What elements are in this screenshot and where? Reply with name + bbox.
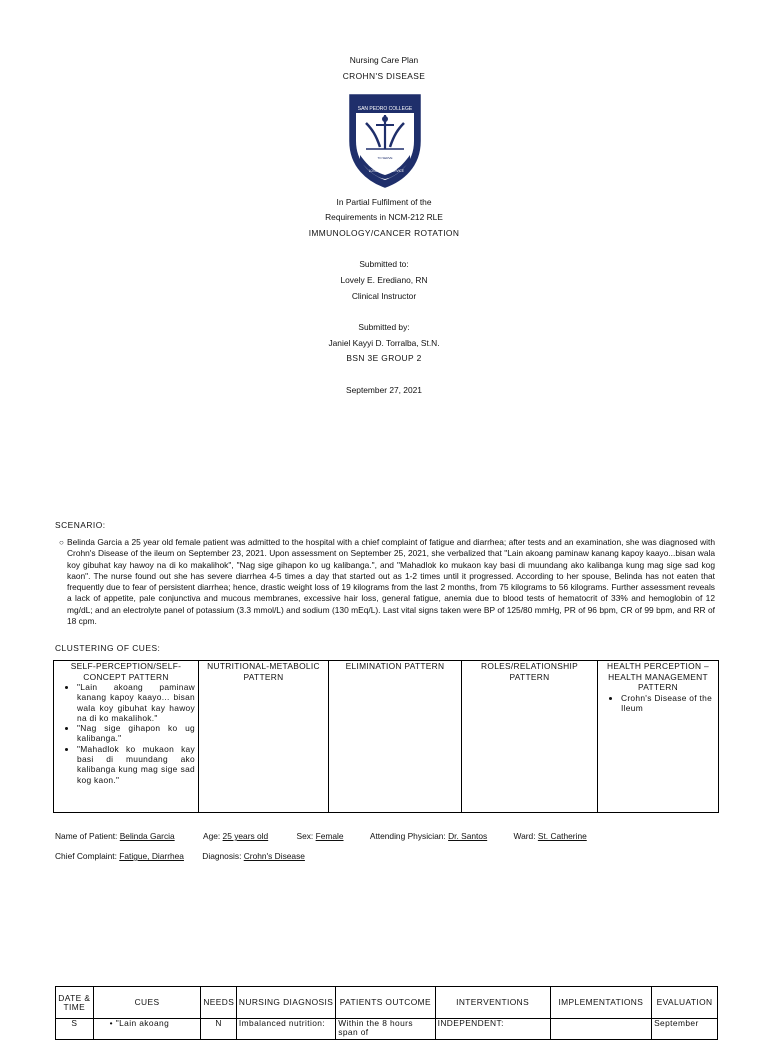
header-date-time: DATE & TIME [56, 987, 94, 1019]
scenario-text: Belinda Garcia a 25 year old female patient was admitted to the hospital with a chief complaint of fatigue and diarrhea; after tests and an examination, she was diagnosed with Crohn's Disease of the ileum on September 23, 2021. Upon assessment on September 25, 2021, she verbalized that "Lain akoang paminaw kanang kapoy kaayo...bisan wala koy gibuhat kay hawoy na di ko makalihok", "Nag sige gihapon ko ug kalibanga.", and "Mahadlok ko mukaon kay basi di muundang ako kalibanga kung mag sige sad kog kaon". The nurse found out she has severe diarrhea 4-5 times a day that started out as 1-2 times until it progressed. According to her spouse, Belinda has not eaten that frequently due to fear of persistent diarrhea; hence, drastic weight loss of 19 kilograms from the last 2 months, from 75 kilograms to 56 kilograms. Further assessment reveals a lack of appetite, pale conjunctiva and mucous membranes, excessive hair loss, general fatigue, anemia due to blood tests of hematocrit of 33% and hemoglobin of 12 mg/dL; and an electrolyte panel of potassium (3.3 mmol/L) and sodium (130 mEq/L). Last vital signs taken were BP of 125/80 mmHg, PR of 96 bpm, CR of 99 bpm, and RR of 18 cpm. [67, 537, 715, 627]
crest-ribbon-left: LOVE [368, 169, 378, 173]
fulfilment-line-2: Requirements in NCM-212 RLE [325, 212, 443, 222]
patient-age-label: Age: [202, 831, 221, 841]
cluster-column-title: HEALTH PERCEPTION – HEALTH MANAGEMENT PATTERN [607, 661, 709, 692]
patient-age: 25 years old [222, 831, 269, 841]
patient-sex: Female [315, 831, 344, 841]
cluster-column-self-perception [54, 661, 199, 813]
header-nursing-diagnosis: NURSING DIAGNOSIS [236, 987, 335, 1019]
plan-type: Nursing Care Plan [349, 55, 419, 65]
row-implementations [550, 1019, 651, 1040]
scenario-label: SCENARIO: [55, 520, 106, 530]
row-cues [93, 1019, 201, 1040]
cluster-column-title: ROLES/RELATIONSHIP PATTERN [481, 661, 578, 682]
cluster-column-elimination [329, 661, 462, 813]
student-group: BSN 3E GROUP 2 [346, 353, 422, 363]
header-cues: CUES [93, 987, 201, 1019]
cluster-column-nutritional [199, 661, 329, 813]
instructor-name: Lovely E. Erediano, RN [340, 275, 428, 285]
diagnosis-label: Diagnosis: [202, 851, 242, 861]
cue-item: • "Mahadlok ko mukaon kay basi di muundang ako kalibanga kung mag sige sad kog kaon." [77, 744, 195, 785]
clustering-table [53, 660, 719, 813]
instructor-title: Clinical Instructor [351, 291, 417, 301]
hollow-bullet-icon: ○ [59, 538, 64, 547]
cue-item: • "Nag sige gihapon ko ug kalibanga." [77, 723, 195, 744]
ward-label: Ward: [513, 831, 536, 841]
ward-name: St. Catherine [537, 831, 587, 841]
clustering-label: CLUSTERING OF CUES: [55, 643, 161, 653]
cue-item: • Crohn's Disease of the Ileum [621, 693, 715, 714]
submission-date: September 27, 2021 [346, 385, 422, 395]
physician-name: Dr. Santos [448, 831, 488, 841]
college-crest-logo [346, 89, 424, 189]
crest-ribbon-right: SERVICE [390, 169, 404, 173]
diagnosis: Crohn's Disease [243, 851, 305, 861]
row-needs: N [201, 1019, 237, 1040]
row-diagnosis: Imbalanced nutrition: [236, 1019, 335, 1040]
patient-info-row-1 [55, 831, 587, 841]
scenario-paragraph [59, 537, 715, 627]
row-interventions: INDEPENDENT: [435, 1019, 550, 1040]
disease-title: CROHN'S DISEASE [342, 71, 426, 81]
row-date: S [56, 1019, 94, 1040]
row-evaluation: September [652, 1019, 718, 1040]
patient-name-label: Name of Patient: [55, 831, 118, 841]
chief-complaint: Fatigue, Diarrhea [119, 851, 184, 861]
patient-sex-label: Sex: [296, 831, 314, 841]
patient-info-row-2 [55, 851, 305, 861]
header-interventions: INTERVENTIONS [435, 987, 550, 1019]
header-needs: NEEDS [201, 987, 237, 1019]
header-implementations: IMPLEMENTATIONS [550, 987, 651, 1019]
fulfilment-line-1: In Partial Fulfilment of the [336, 197, 432, 207]
cluster-column-health-perception [598, 661, 719, 813]
row-cues-text: "Lain akoang [115, 1018, 170, 1028]
crest-center-text: TO SERVE [377, 156, 393, 160]
cluster-column-title: ELIMINATION PATTERN [345, 661, 445, 671]
cue-item: • "Lain akoang paminaw kanang kapoy kaayo... bisan wala koy gibuhat kay hawoy na di ko makalihok." [77, 682, 195, 723]
patient-name: Belinda Garcia [119, 831, 175, 841]
submitted-to-label: Submitted to: [359, 259, 409, 269]
cluster-column-title: SELF-PERCEPTION/SELF-CONCEPT PATTERN [70, 661, 182, 682]
chief-complaint-label: Chief Complaint: [55, 851, 117, 861]
submitted-by-label: Submitted by: [358, 322, 410, 332]
row-outcome: Within the 8 hours span of [336, 1019, 435, 1040]
cluster-column-title: NUTRITIONAL-METABOLIC PATTERN [207, 661, 320, 682]
crest-top-text: SAN PEDRO COLLEGE [357, 106, 413, 112]
student-name: Janiel Kayyi D. Torralba, St.N. [328, 338, 440, 348]
care-plan-table [55, 986, 718, 1040]
physician-label: Attending Physician: [369, 831, 446, 841]
cluster-column-roles [462, 661, 598, 813]
header-evaluation: EVALUATION [652, 987, 718, 1019]
rotation-title: IMMUNOLOGY/CANCER ROTATION [308, 228, 460, 238]
bullet-icon: • [109, 1018, 113, 1028]
header-patients-outcome: PATIENTS OUTCOME [336, 987, 435, 1019]
